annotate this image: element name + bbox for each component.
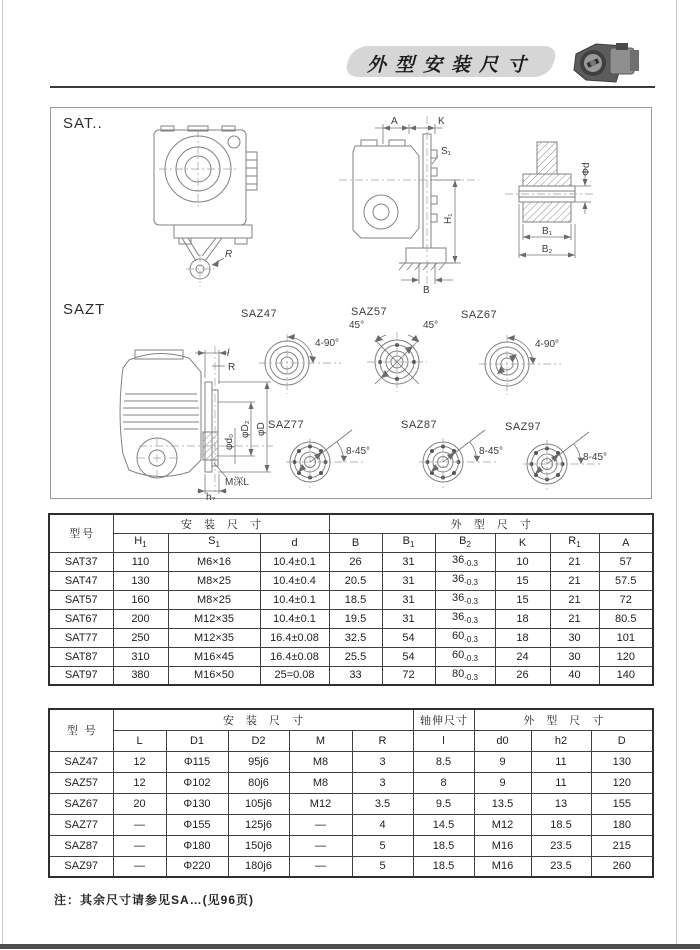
value-cell: 215 [591, 835, 653, 856]
value-cell: 3.5 [352, 793, 413, 814]
value-cell: 21 [550, 571, 599, 590]
dim-label-h1: H₁ [443, 213, 454, 224]
value-cell: 11 [531, 751, 591, 772]
sat-side-view-drawing [331, 112, 491, 296]
value-cell: 72 [382, 666, 435, 685]
column-header-model: 型号 [49, 514, 113, 552]
model-cell: SAZ87 [49, 835, 113, 856]
value-cell: 120 [591, 772, 653, 793]
model-cell: SAZ67 [49, 793, 113, 814]
dim-label-r: R [225, 249, 233, 260]
value-cell: M12×35 [168, 628, 260, 647]
column-header-r1: $R_1$ [550, 533, 599, 552]
value-cell: M8×25 [168, 590, 260, 609]
value-cell: 13 [531, 793, 591, 814]
column-header-l: L [113, 730, 166, 751]
table-row [49, 590, 653, 609]
saz-dimensions-table [48, 708, 654, 878]
value-cell: 10 [495, 552, 550, 571]
value-cell: 180 [591, 814, 653, 835]
value-cell: 20.5 [329, 571, 382, 590]
value-cell: 23.5 [531, 856, 591, 877]
column-header-d2: D2 [228, 730, 289, 751]
value-cell: 8 [413, 772, 474, 793]
dim-label-l: l [227, 348, 230, 359]
sat-front-view-drawing [146, 122, 261, 294]
table-row [49, 835, 653, 856]
value-cell: 9 [474, 751, 531, 772]
flange-view-saz87 [399, 418, 519, 498]
value-cell: 200 [113, 609, 168, 628]
value-cell: Φ220 [166, 856, 228, 877]
model-cell: SAT57 [49, 590, 113, 609]
value-cell: 19.5 [329, 609, 382, 628]
bottom-bar [0, 944, 700, 949]
value-cell: 80j6 [228, 772, 289, 793]
page-title: 外型安装尺寸 [366, 55, 535, 76]
value-cell: $36_{-0.3}$ [435, 571, 495, 590]
value-cell: M8 [289, 772, 352, 793]
model-cell: SAT37 [49, 552, 113, 571]
value-cell: — [113, 814, 166, 835]
column-header-b1: $B_1$ [382, 533, 435, 552]
table-row [49, 552, 653, 571]
model-cell: SAT67 [49, 609, 113, 628]
value-cell: 31 [382, 609, 435, 628]
flange-angle-label: 4-90° [315, 338, 340, 349]
model-cell: SAT87 [49, 647, 113, 666]
value-cell: 180j6 [228, 856, 289, 877]
table-row [49, 647, 653, 666]
value-cell: 13.5 [474, 793, 531, 814]
column-header-b2: $B_2$ [435, 533, 495, 552]
table-row [49, 793, 653, 814]
value-cell: $80_{-0.3}$ [435, 666, 495, 685]
value-cell: $36_{-0.3}$ [435, 590, 495, 609]
value-cell: 101 [599, 628, 653, 647]
value-cell: 260 [591, 856, 653, 877]
value-cell: 26 [329, 552, 382, 571]
value-cell: 15 [495, 590, 550, 609]
value-cell: 18.5 [413, 856, 474, 877]
value-cell: 140 [599, 666, 653, 685]
table-row [49, 856, 653, 877]
value-cell: 9 [474, 772, 531, 793]
value-cell: 31 [382, 571, 435, 590]
group-header-install: 安装尺寸 [113, 514, 329, 533]
value-cell: 310 [113, 647, 168, 666]
model-cell: SAT97 [49, 666, 113, 685]
table-row [49, 609, 653, 628]
value-cell: Φ115 [166, 751, 228, 772]
value-cell: 11 [531, 772, 591, 793]
value-cell: 18.5 [329, 590, 382, 609]
column-header-model: 型 号 [49, 709, 113, 751]
flange-angle-label: 8-45° [479, 446, 504, 457]
value-cell: 380 [113, 666, 168, 685]
value-cell: $36_{-0.3}$ [435, 609, 495, 628]
dim-label-h2: h₂ [206, 492, 216, 500]
column-header-shaft-l: l [413, 730, 474, 751]
value-cell: 26 [495, 666, 550, 685]
value-cell: 3 [352, 751, 413, 772]
product-photo [566, 36, 646, 88]
value-cell: 18 [495, 609, 550, 628]
value-cell: 31 [382, 552, 435, 571]
value-cell: Φ155 [166, 814, 228, 835]
value-cell: M8×25 [168, 571, 260, 590]
value-cell: 8.5 [413, 751, 474, 772]
value-cell: 25=0.08 [260, 666, 329, 685]
value-cell: 12 [113, 751, 166, 772]
flange-angle-label: 4-90° [535, 339, 560, 350]
flange-label: SAZ97 [505, 421, 542, 433]
value-cell: 130 [591, 751, 653, 772]
series-label-sat: SAT.. [63, 115, 103, 132]
value-cell: 10.4±0.1 [260, 552, 329, 571]
value-cell: 14.5 [413, 814, 474, 835]
column-header-r: R [352, 730, 413, 751]
value-cell: 125j6 [228, 814, 289, 835]
value-cell: 16.4±0.08 [260, 628, 329, 647]
dim-label-k: K [438, 116, 445, 127]
column-header-d0: d0 [474, 730, 531, 751]
dim-label-a: A [391, 116, 398, 127]
flange-view-saz77 [266, 418, 386, 498]
model-cell: SAZ47 [49, 751, 113, 772]
value-cell: — [289, 835, 352, 856]
column-header-d: d [260, 533, 329, 552]
value-cell: 10.4±0.1 [260, 609, 329, 628]
flange-angle-right-label: 45° [423, 320, 439, 331]
value-cell: M6×16 [168, 552, 260, 571]
column-header-d1: D1 [166, 730, 228, 751]
bushing-section-drawing [503, 138, 598, 280]
model-cell: SAZ77 [49, 814, 113, 835]
value-cell: 21 [550, 609, 599, 628]
flange-view-saz67 [457, 307, 577, 399]
table-row [49, 814, 653, 835]
dim-label-m-depth: M深L [225, 477, 249, 488]
value-cell: M8 [289, 751, 352, 772]
value-cell: 160 [113, 590, 168, 609]
value-cell: 24 [495, 647, 550, 666]
dim-label-b2: B₂ [541, 244, 553, 255]
value-cell: 110 [113, 552, 168, 571]
value-cell: — [113, 856, 166, 877]
table-row [49, 666, 653, 685]
value-cell: 33 [329, 666, 382, 685]
value-cell: 3 [352, 772, 413, 793]
value-cell: 32.5 [329, 628, 382, 647]
model-cell: SAT77 [49, 628, 113, 647]
dim-label-phi-d0: φd₀ [224, 433, 235, 450]
table-row [49, 628, 653, 647]
value-cell: M16 [474, 856, 531, 877]
group-header-outline: 外型尺寸 [474, 709, 653, 730]
column-header-b: B [329, 533, 382, 552]
flange-view-saz57 [339, 304, 459, 396]
value-cell: — [113, 835, 166, 856]
table-row [49, 571, 653, 590]
dim-label-s1: S₁ [441, 146, 452, 157]
value-cell: 54 [382, 647, 435, 666]
value-cell: 105j6 [228, 793, 289, 814]
value-cell: Φ130 [166, 793, 228, 814]
flange-angle-label: 8-45° [346, 446, 371, 457]
dim-label-phi-d: φD [256, 422, 267, 436]
value-cell: 25.5 [329, 647, 382, 666]
dim-label-r2: R [228, 362, 236, 373]
value-cell: 10.4±0.4 [260, 571, 329, 590]
value-cell: M16 [474, 835, 531, 856]
value-cell: M16×50 [168, 666, 260, 685]
flange-label: SAZ77 [268, 419, 305, 431]
value-cell: M12 [289, 793, 352, 814]
dim-label-b1: B₁ [541, 226, 553, 237]
value-cell: 155 [591, 793, 653, 814]
value-cell: 9.5 [413, 793, 474, 814]
group-header-outline: 外型尺寸 [329, 514, 653, 533]
column-header-k: K [495, 533, 550, 552]
value-cell: 5 [352, 856, 413, 877]
flange-label: SAZ57 [351, 306, 388, 318]
flange-label: SAZ87 [401, 419, 438, 431]
value-cell: 15 [495, 571, 550, 590]
value-cell: 23.5 [531, 835, 591, 856]
page-right-border [676, 0, 677, 944]
column-header-h2: h2 [531, 730, 591, 751]
value-cell: 12 [113, 772, 166, 793]
value-cell: 57.5 [599, 571, 653, 590]
page-left-border [2, 0, 3, 944]
value-cell: 5 [352, 835, 413, 856]
value-cell: — [289, 856, 352, 877]
column-header-h1: $H_1$ [113, 533, 168, 552]
value-cell: 18.5 [413, 835, 474, 856]
value-cell: Φ102 [166, 772, 228, 793]
value-cell: 72 [599, 590, 653, 609]
value-cell: 30 [550, 647, 599, 666]
value-cell: 120 [599, 647, 653, 666]
header-rule [50, 86, 655, 88]
flange-angle-label: 8-45° [583, 452, 608, 463]
value-cell: $60_{-0.3}$ [435, 647, 495, 666]
flange-view-saz97 [503, 420, 623, 500]
value-cell: 31 [382, 590, 435, 609]
dim-label-phi-d2: φD₂ [240, 420, 251, 438]
value-cell: 80.5 [599, 609, 653, 628]
flange-label: SAZ67 [461, 309, 498, 321]
value-cell: 16.4±0.08 [260, 647, 329, 666]
dim-label-phi-d: Φd [581, 162, 592, 176]
column-header-a: A [599, 533, 653, 552]
value-cell: 95j6 [228, 751, 289, 772]
table-row [49, 751, 653, 772]
value-cell: 40 [550, 666, 599, 685]
group-header-install: 安装尺寸 [113, 709, 413, 730]
column-header-m: M [289, 730, 352, 751]
value-cell: 21 [550, 552, 599, 571]
value-cell: M12×35 [168, 609, 260, 628]
value-cell: — [289, 814, 352, 835]
value-cell: 54 [382, 628, 435, 647]
value-cell: 57 [599, 552, 653, 571]
value-cell: 10.4±0.1 [260, 590, 329, 609]
column-header-s1: $S_1$ [168, 533, 260, 552]
value-cell: 20 [113, 793, 166, 814]
value-cell: 21 [550, 590, 599, 609]
value-cell: 130 [113, 571, 168, 590]
value-cell: 4 [352, 814, 413, 835]
value-cell: 30 [550, 628, 599, 647]
sat-dimensions-table [48, 513, 654, 686]
value-cell: $60_{-0.3}$ [435, 628, 495, 647]
value-cell: M16×45 [168, 647, 260, 666]
value-cell: 18.5 [531, 814, 591, 835]
value-cell: 250 [113, 628, 168, 647]
footnote: 注：其余尺寸请参见SA…(见96页) [54, 893, 255, 907]
dim-label-b: B [423, 285, 430, 296]
flange-angle-left-label: 45° [349, 320, 365, 331]
table-row [49, 772, 653, 793]
series-label-sazt: SAZT [63, 301, 106, 318]
value-cell: $36_{-0.3}$ [435, 552, 495, 571]
value-cell: 150j6 [228, 835, 289, 856]
group-header-shaft: 轴伸尺寸 [413, 709, 474, 730]
model-cell: SAZ57 [49, 772, 113, 793]
diagram-panel [50, 107, 652, 499]
value-cell: 18 [495, 628, 550, 647]
column-header-dd: D [591, 730, 653, 751]
value-cell: Φ180 [166, 835, 228, 856]
model-cell: SAT47 [49, 571, 113, 590]
flange-label: SAZ47 [241, 308, 278, 320]
value-cell: M12 [474, 814, 531, 835]
model-cell: SAZ97 [49, 856, 113, 877]
